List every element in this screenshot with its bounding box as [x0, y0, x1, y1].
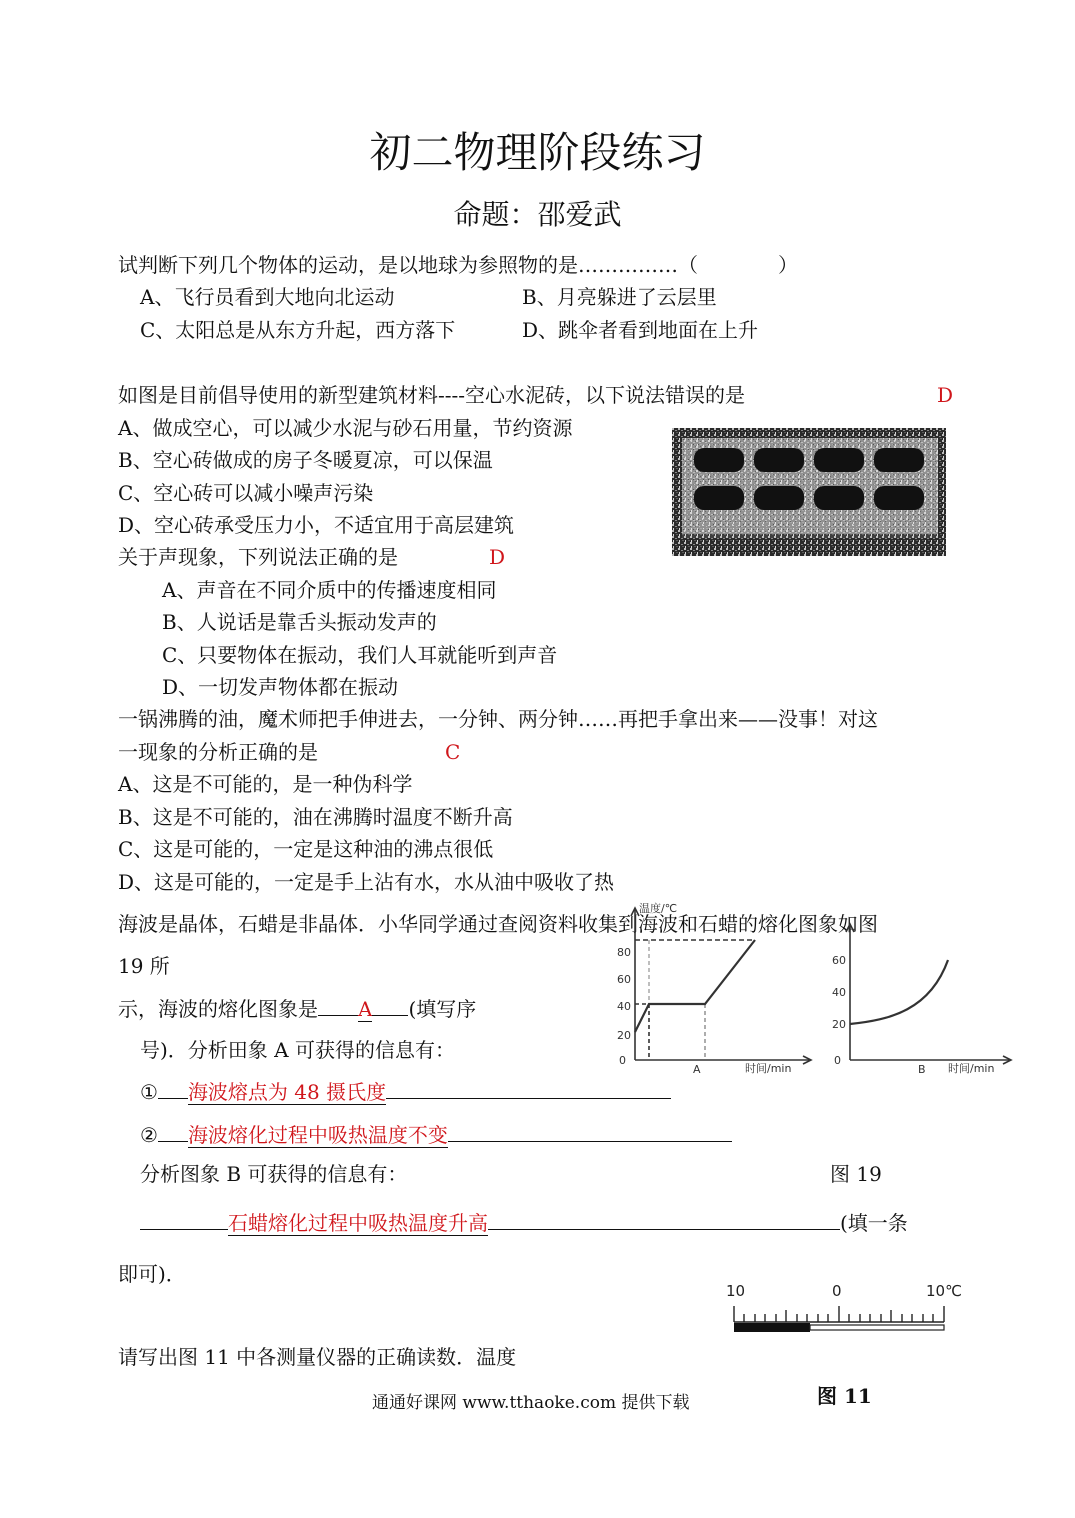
graph-b-ytick-60: 60 [832, 954, 846, 967]
q5-info2 [140, 1121, 732, 1147]
hollow-brick-photo [672, 428, 946, 556]
q5-b-answer: 石蜡熔化过程中吸热温度升高 [228, 1211, 488, 1235]
graph-a-ytick-80: 80 [617, 946, 631, 959]
q2-option-a: A、做成空心，可以减少水泥与砂石用量，节约资源 [118, 416, 573, 440]
q4-option-a: A、这是不可能的，是一种伪科学 [118, 772, 413, 796]
graph-a-ytick-40: 40 [617, 1000, 631, 1013]
answer-blank [318, 995, 358, 1016]
q1-option-b: B、月亮躲进了云层里 [522, 285, 717, 309]
q4-option-d: D、这是可能的，一定是手上沾有水，水从油中吸收了热 [118, 870, 615, 894]
q5-line-b: 分析图象 B 可获得的信息有： [140, 1162, 408, 1186]
q3-option-a: A、声音在不同介质中的传播速度相同 [162, 578, 497, 602]
graph-a-ylabel: 温度/℃ [639, 902, 678, 915]
q5-line3-prefix: 示，海波的熔化图象是 [118, 997, 318, 1021]
q3-option-c: C、只要物体在振动，我们人耳就能听到声音 [162, 643, 558, 667]
q5-info1 [140, 1078, 671, 1104]
graph-b-ytick-20: 20 [832, 1018, 846, 1031]
graph-b-curve [850, 960, 948, 1024]
q2-answer: D [937, 383, 954, 407]
melting-graph-a [605, 900, 820, 1078]
q2-option-c: C、空心砖可以减小噪声污染 [118, 481, 374, 505]
graph-a-ytick-60: 60 [617, 973, 631, 986]
graph-a-ytick-0: 0 [619, 1054, 626, 1067]
q1-stem: 试判断下列几个物体的运动，是以地球为参照物的是……………（ ） [118, 253, 798, 277]
melting-graph-b [820, 920, 1020, 1078]
q5-line3-answer: A [358, 997, 373, 1021]
q5-info1-answer: 海波熔点为 48 摄氏度 [187, 1080, 387, 1104]
graph-b-caption: B [918, 1063, 926, 1076]
thermometer-scale [722, 1278, 972, 1338]
figure-11-label: 图 11 [817, 1384, 872, 1408]
q1-option-a: A、飞行员看到大地向北运动 [140, 285, 395, 309]
graph-b-ytick-40: 40 [832, 986, 846, 999]
q4-option-b: B、这是不可能的，油在沸腾时温度不断升高 [118, 805, 513, 829]
q4-stem-line1: 一锅沸腾的油，魔术师把手伸进去，一分钟、两分钟……再把手拿出来——没事！对这 [118, 707, 878, 731]
graph-a-curve [635, 940, 755, 1032]
answer-blank [386, 1078, 671, 1099]
answer-blank [448, 1121, 732, 1142]
q2-option-d: D、空心砖承受压力小，不适宜用于高层建筑 [118, 513, 515, 537]
thermo-label-right: 10℃ [926, 1282, 962, 1300]
q4-option-c: C、这是可能的，一定是这种油的沸点很低 [118, 837, 494, 861]
q4-stem-line2: 一现象的分析正确的是 [118, 740, 318, 764]
graph-b-xlabel: 时间/min [948, 1062, 995, 1075]
author-line: 命题：邵爱武 [453, 198, 622, 231]
q5-line4: 号)．分析田象 A 可获得的信息有： [140, 1038, 455, 1062]
q3-option-d: D、一切发声物体都在振动 [162, 675, 399, 699]
q5-info1-num: ① [140, 1080, 158, 1104]
q1-option-d: D、跳伞者看到地面在上升 [522, 318, 759, 342]
graph-a-caption: A [693, 1063, 701, 1076]
figure-19-label: 图 19 [830, 1162, 882, 1186]
q5-b-answer-line [140, 1209, 908, 1235]
q2-stem: 如图是目前倡导使用的新型建筑材料----空心水泥砖，以下说法错误的是 [118, 383, 746, 407]
graph-a-ytick-20: 20 [617, 1029, 631, 1042]
q6-stem: 请写出图 11 中各测量仪器的正确读数．温度 [118, 1345, 517, 1369]
answer-blank [372, 995, 408, 1016]
q3-stem: 关于声现象，下列说法正确的是 [118, 545, 398, 569]
q3-answer: D [489, 545, 506, 569]
q4-answer: C [445, 740, 461, 764]
thermo-label-zero: 0 [832, 1282, 842, 1300]
answer-blank [158, 1121, 188, 1142]
q5-b-end: 即可)． [118, 1262, 186, 1286]
q5-line3 [118, 995, 476, 1021]
thermo-empty-bore [810, 1325, 944, 1330]
q5-info2-answer: 海波熔化过程中吸热温度不变 [187, 1123, 448, 1147]
thermo-label-left: 10 [726, 1282, 746, 1300]
q5-stem-line1: 海波是晶体，石蜡是非晶体．小华同学通过查阅资料收集到海波和石蜡的熔化图象如图 [118, 912, 878, 936]
q5-stem-line2: 19 所 [118, 954, 170, 978]
q5-line3-suffix: (填写序 [408, 997, 477, 1021]
q2-option-b: B、空心砖做成的房子冬暖夏凉，可以保温 [118, 448, 493, 472]
answer-blank [488, 1209, 840, 1230]
footer-text: 通通好课网 www.tthaoke.com 提供下载 [372, 1393, 690, 1413]
q5-info2-num: ② [140, 1123, 158, 1147]
q5-b-suffix: (填一条 [840, 1211, 908, 1235]
graph-a-xlabel: 时间/min [745, 1062, 792, 1075]
answer-blank [140, 1209, 228, 1230]
graph-b-ytick-0: 0 [834, 1054, 841, 1067]
page-title: 初二物理阶段练习 [369, 128, 706, 177]
q3-option-b: B、人说话是靠舌头振动发声的 [162, 610, 437, 634]
q1-option-c: C、太阳总是从东方升起，西方落下 [140, 318, 456, 342]
answer-blank [158, 1078, 188, 1099]
thermo-liquid-column [734, 1323, 810, 1332]
